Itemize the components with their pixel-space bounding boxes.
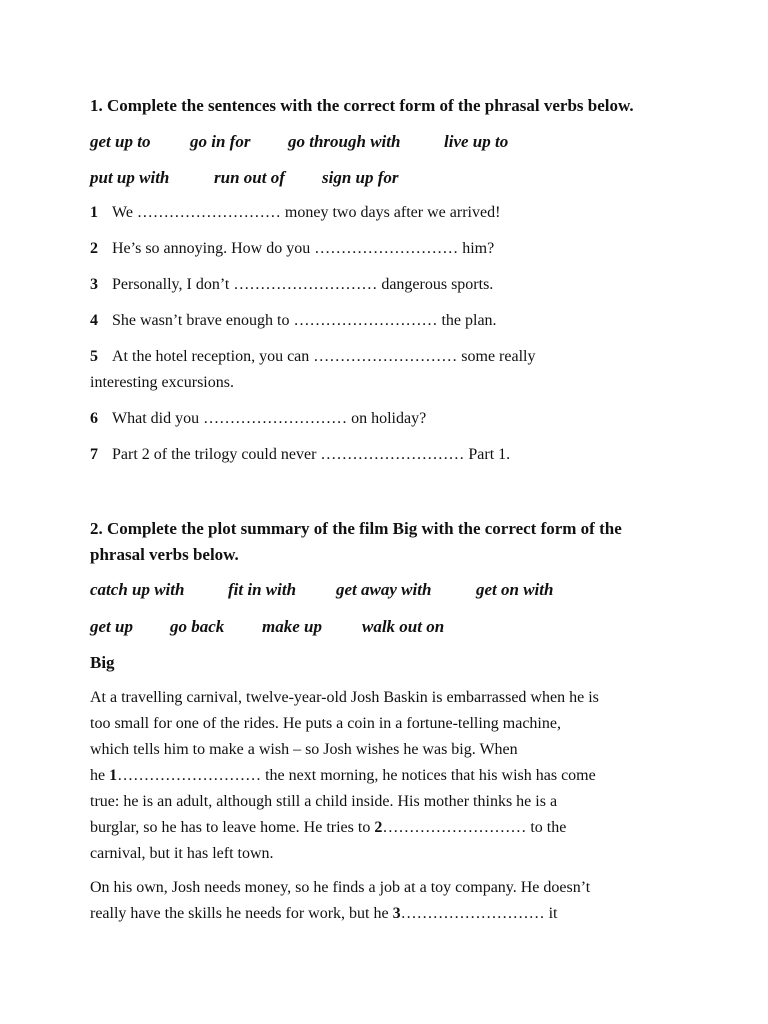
line-text: he [90,767,110,784]
verb-option: sign up for [322,168,399,187]
line-text: ……………………… to the [382,819,567,836]
section2-verb-row-1 [90,580,690,602]
item-number: 2 [90,240,98,257]
paragraph-line: On his own, Josh needs money, so he finds a job at a toy company. He doesn’t [90,879,591,896]
gap-number: 2 [374,819,383,836]
exercise-item-3 [90,276,493,294]
verb-option: go in for [190,132,251,151]
paragraph-line [90,815,690,841]
item-number: 5 [90,348,98,365]
gap-number: 1 [109,767,118,784]
story-paragraph-2 [90,875,690,927]
verb-option: make up [262,617,322,636]
exercise-item-1 [90,204,500,222]
verb-option: fit in with [228,580,297,599]
exercise-item-4 [90,312,497,330]
line-text: burglar, so he has to leave home. He tries to [90,819,375,836]
section1-verb-row-1 [90,132,690,154]
paragraph-line: which tells him to make a wish – so Josh wishes he was big. When [90,741,518,758]
exercise-item-5-continuation: interesting excursions. [90,374,234,391]
verb-option: get up to [90,132,151,151]
paragraph-line [90,763,690,789]
paragraph-line: At a travelling carnival, twelve-year-old Josh Baskin is embarrassed when he is [90,689,599,706]
section1-heading: 1. Complete the sentences with the correct form of the phrasal verbs below. [90,96,634,115]
item-text: At the hotel reception, you can ……………………… some really [112,348,536,365]
paragraph-line [90,901,690,927]
item-number: 3 [90,276,98,293]
verb-option: get on with [476,580,554,599]
item-text: Part 2 of the trilogy could never ……………………… Part 1. [112,446,511,463]
item-number: 4 [90,312,98,329]
story-paragraph-1 [90,685,690,867]
item-number: 6 [90,410,98,427]
item-text: What did you ……………………… on holiday? [112,410,427,427]
verb-option: catch up with [90,580,185,599]
gap-number: 3 [392,905,401,922]
item-number: 1 [90,204,98,221]
item-text: Personally, I don’t ……………………… dangerous sports. [112,276,494,293]
section2-heading-line-1: 2. Complete the plot summary of the film Big with the correct form of the [90,519,622,538]
exercise-item-6 [90,410,426,428]
item-text: We ……………………… money two days after we arrived! [112,204,501,221]
section2-verb-row-2 [90,617,690,639]
exercise-item-2 [90,240,494,258]
item-number: 7 [90,446,98,463]
item-text: He’s so annoying. How do you ……………………… him? [112,240,495,257]
verb-option: put up with [90,168,170,187]
line-text: ……………………… it [400,905,558,922]
line-text: ……………………… the next morning, he notices that his wish has come [117,767,596,784]
item-text: She wasn’t brave enough to ……………………… the plan. [112,312,497,329]
section2-heading-line-2: phrasal verbs below. [90,545,239,564]
paragraph-line: too small for one of the rides. He puts a coin in a fortune-telling machine, [90,715,561,732]
verb-option: get up [90,617,133,636]
verb-option: go back [170,617,225,636]
exercise-item-5 [90,348,535,366]
section1-verb-row-2 [90,168,690,190]
verb-option: get away with [336,580,432,599]
paragraph-line: carnival, but it has left town. [90,845,274,862]
verb-option: go through with [288,132,401,151]
verb-option: walk out on [362,617,445,636]
story-title: Big [90,653,115,672]
verb-option: run out of [214,168,285,187]
exercise-item-7 [90,446,510,464]
verb-option: live up to [444,132,509,151]
line-text: really have the skills he needs for work, but he [90,905,393,922]
paragraph-line: true: he is an adult, although still a child inside. His mother thinks he is a [90,793,558,810]
